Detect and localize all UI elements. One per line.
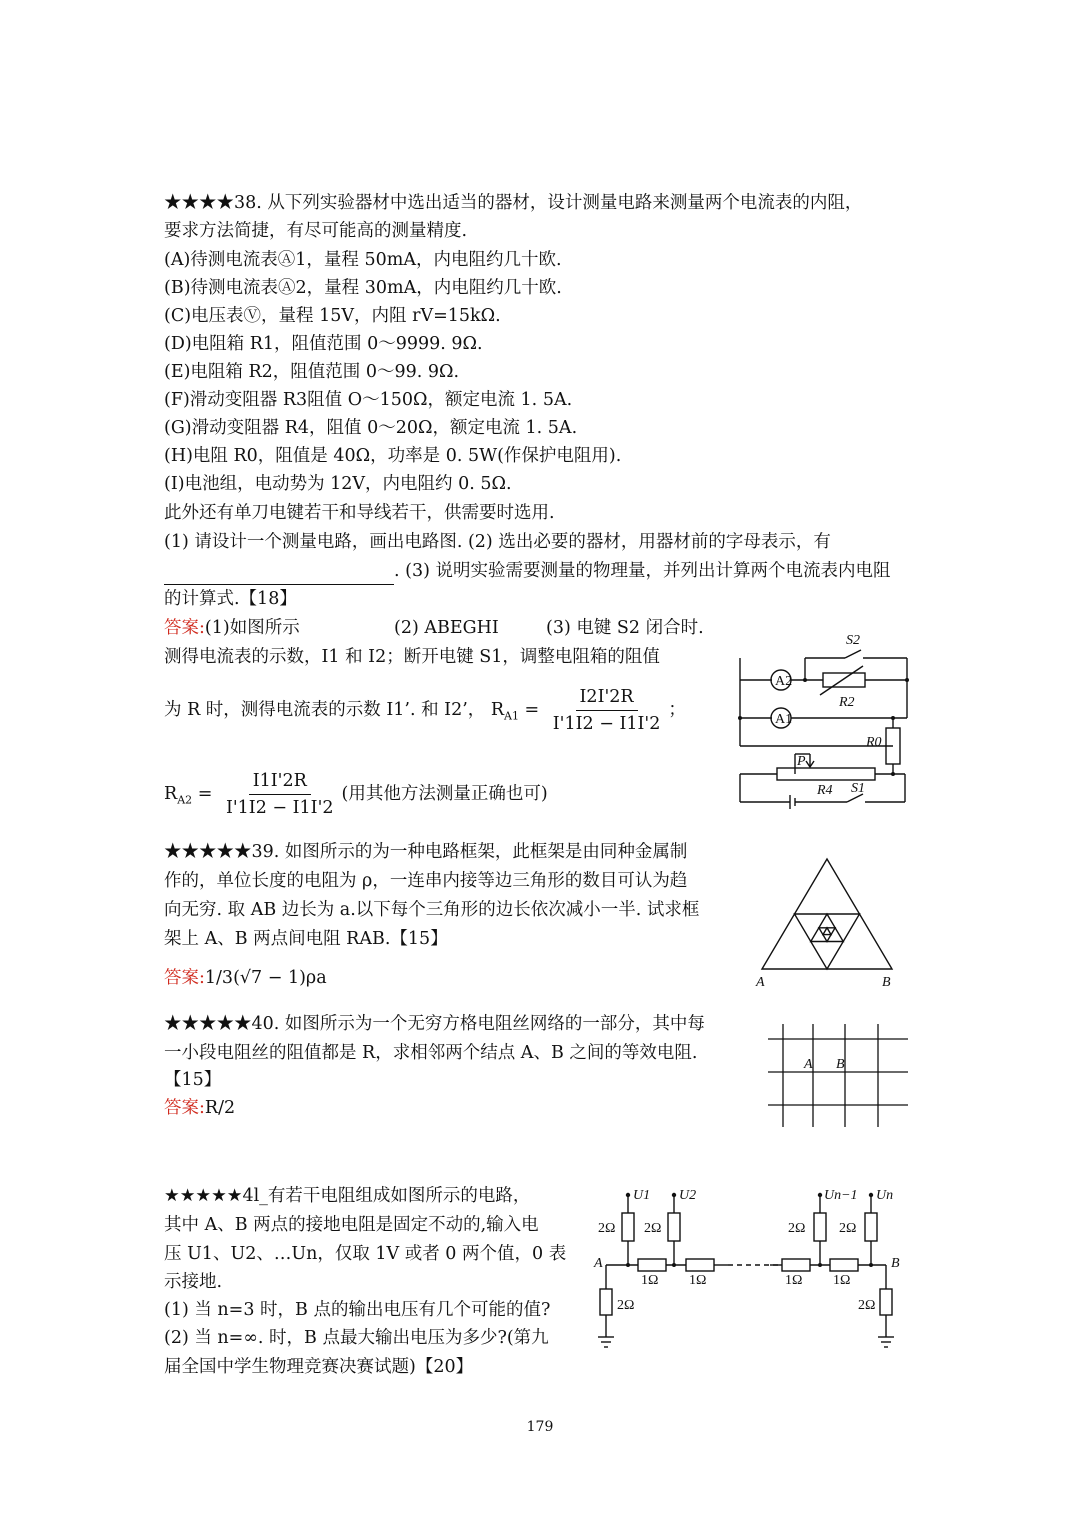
q41-ladder-circuit <box>588 1185 913 1360</box>
q38-item-a: (A)待测电流表Ⓐ1，量程 50mA，内电阻约几十欧. <box>164 250 562 270</box>
q40-line-3: 【15】 <box>164 1070 222 1090</box>
q38-line-14: . (3) 说明实验需要测量的物理量，并列出计算两个电流表内电阻 <box>164 557 890 585</box>
q40-answer <box>164 1094 235 1122</box>
u2-label: U2 <box>679 1188 697 1203</box>
resistor-1ohm-2: 1Ω <box>689 1273 707 1288</box>
resistor-2ohm-2: 2Ω <box>644 1221 662 1236</box>
u1-label: U1 <box>633 1188 651 1203</box>
q39-line-1: ★★★★★39. 如图所示的为一种电路框架，此框架是由同种金属制 <box>164 842 688 862</box>
q38-line-13: (1) 请设计一个测量电路，画出电路图. (2) 选出必要的器材，用器材前的字母表示，有 <box>164 532 831 552</box>
formula-ra2: $\frac{I1I'2R}{I'1I2 - I1I'2}$ <box>222 768 338 821</box>
q41-line-5: (1) 当 n=3 时，B 点的输出电压有几个可能的值? <box>164 1300 551 1320</box>
resistor-1ohm-4: 1Ω <box>833 1273 851 1288</box>
answer-label: 答案: <box>164 968 205 988</box>
q38-circuit-diagram <box>735 630 915 810</box>
slider-p-label: P <box>797 754 806 769</box>
q38-answer-line-1: 答案:(1)如图所示 (2) ABEGHI (3) 电键 S2 闭合时. <box>164 618 704 638</box>
q41-line-7: 届全国中学生物理竞赛决赛试题)【20】 <box>164 1357 474 1377</box>
q38-line-15: 的计算式.【18】 <box>164 589 297 609</box>
q39-triangle-figure <box>752 855 902 995</box>
q38-line-2: 要求方法简捷，有尽可能高的测量精度. <box>164 221 468 241</box>
resistor-2ohm-1: 2Ω <box>598 1221 616 1236</box>
resistor-2ohm-a-ground: 2Ω <box>617 1298 635 1313</box>
vertex-b-label: B <box>882 975 891 990</box>
page-number: 179 <box>526 1419 554 1435</box>
formula-ra1: $\frac{I2I'2R}{I'1I2 - I1I'2}$ <box>549 684 665 737</box>
q38-line-1: ★★★★38. 从下列实验器材中选出适当的器材，设计测量电路来测量两个电流表的内阻， <box>164 193 863 213</box>
ammeter-a2-label: A2 <box>775 674 793 689</box>
q41-line-1: ★★★★★4l_有若干电阻组成如图所示的电路， <box>164 1186 531 1206</box>
answer-label: 答案: <box>164 618 205 638</box>
resistor-2ohm-3: 2Ω <box>788 1221 806 1236</box>
rheostat-r4-label: R4 <box>817 783 833 798</box>
q38-answer-line-3: 为 R 时，测得电流表的示数 I1’. 和 I2’， $R_{A1}$ = $\frac{I2I'2R}{I'1I2 - I1I'2}$ ； <box>164 684 686 743</box>
ammeter-a1-label: A1 <box>775 712 793 727</box>
answer-label: 答案: <box>164 1098 205 1118</box>
resistor-2ohm-4: 2Ω <box>839 1221 857 1236</box>
q40-line-2: 一小段电阻丝的阻值都是 R，求相邻两个结点 A、B 之间的等效电阻. <box>164 1043 698 1063</box>
q40-line-1: ★★★★★40. 如图所示为一个无穷方格电阻丝网络的一部分，其中每 <box>164 1014 705 1034</box>
q39-answer <box>164 964 327 992</box>
q38-item-e: (E)电阻箱 R2，阻值范围 0～99. 9Ω. <box>164 362 460 382</box>
un-1-label: Un−1 <box>824 1188 858 1203</box>
q38-item-g: (G)滑动变阻器 R4，阻值 0～20Ω，额定电流 1. 5A. <box>164 418 578 438</box>
q41-line-3: 压 U1、U2、…Un，仅取 1V 或者 0 两个值，0 表 <box>164 1244 567 1264</box>
switch-s2-label: S2 <box>846 633 860 648</box>
node-a-label: A <box>594 1256 603 1271</box>
node-b-label: B <box>836 1057 845 1072</box>
vertex-a-label: A <box>756 975 765 990</box>
resistor-r0-label: R0 <box>866 735 882 750</box>
resistor-r2-label: R2 <box>839 695 855 710</box>
node-b-label: B <box>891 1256 900 1271</box>
resistor-2ohm-b-ground: 2Ω <box>858 1298 876 1313</box>
q39-line-4: 架上 A、B 两点间电阻 RAB.【15】 <box>164 929 448 949</box>
q39-line-2: 作的，单位长度的电阻为 ρ，一连串内接等边三角形的数目可认为趋 <box>164 871 688 891</box>
q39-line-3: 向无穷. 取 AB 边长为 a.以下每个三角形的边长依次减小一半. 试求框 <box>164 900 700 920</box>
q38-answer-line-2: 测得电流表的示数，I1 和 I2；断开电键 S1，调整电阻箱的阻值 <box>164 647 660 667</box>
switch-s1-label: S1 <box>851 781 865 796</box>
q38-item-h: (H)电阻 R0，阻值是 40Ω，功率是 0. 5W(作保护电阻用). <box>164 446 622 466</box>
q38-item-b: (B)待测电流表Ⓐ2，量程 30mA，内电阻约几十欧. <box>164 278 562 298</box>
resistor-1ohm-1: 1Ω <box>641 1273 659 1288</box>
q41-line-6: (2) 当 n=∞. 时，B 点最大输出电压为多少?(第九 <box>164 1328 549 1348</box>
q38-item-f: (F)滑动变阻器 R3阻值 O～150Ω，额定电流 1. 5A. <box>164 390 573 410</box>
q38-item-d: (D)电阻箱 R1，阻值范围 0～9999. 9Ω. <box>164 334 483 354</box>
answer-value: R/2 <box>204 1098 236 1118</box>
resistor-1ohm-3: 1Ω <box>785 1273 803 1288</box>
q38-item-i: (I)电池组，电动势为 12V，内电阻约 0. 5Ω. <box>164 474 512 494</box>
un-label: Un <box>876 1188 894 1203</box>
q38-answer-line-4: $R_{A2}$ = $\frac{I1I'2R}{I'1I2 - I1I'2}$ (用其他方法测量正确也可) <box>164 768 548 827</box>
q41-line-2: 其中 A、B 两点的接地电阻是固定不动的,输入电 <box>164 1215 539 1235</box>
q38-line-12: 此外还有单刀电键若干和导线若干，供需要时选用. <box>164 503 555 523</box>
answer-value: 1/3(√7 − 1)ρa <box>204 968 327 988</box>
answer-blank <box>164 566 394 585</box>
node-a-label: A <box>804 1057 813 1072</box>
q40-grid-figure <box>768 1022 910 1132</box>
q38-item-c: (C)电压表Ⓥ，量程 15V，内阻 rV=15kΩ. <box>164 306 501 326</box>
q41-line-4: 示接地. <box>164 1272 223 1292</box>
